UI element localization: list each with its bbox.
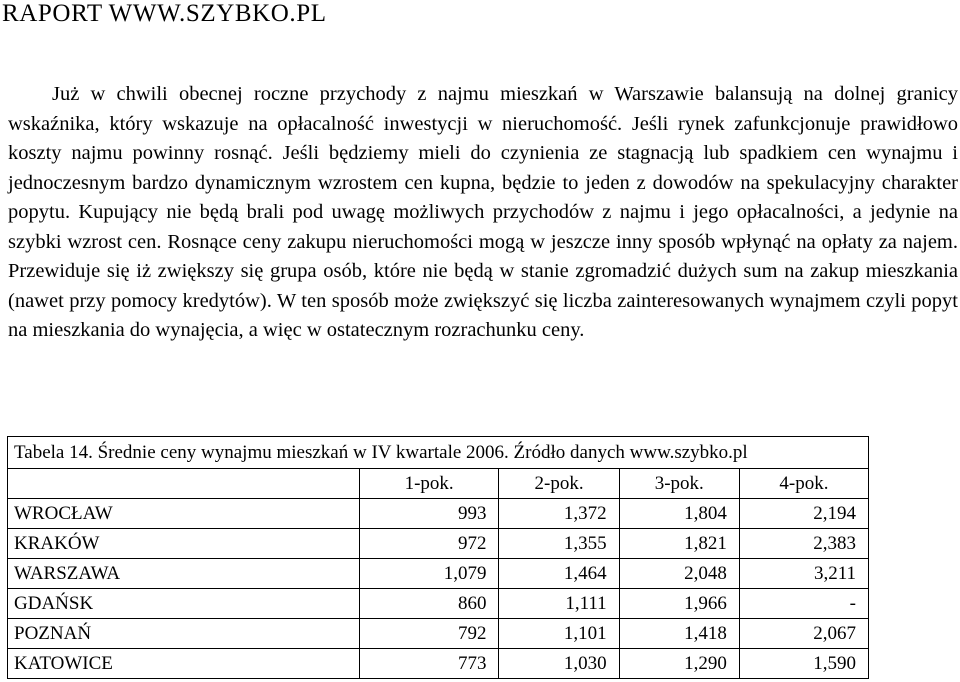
price-cell: 1,111	[499, 589, 619, 619]
table-caption: Tabela 14. Średnie ceny wynajmu mieszkań w IV kwartale 2006. Źródło danych www.szybko.pl	[8, 437, 869, 469]
table-row	[8, 499, 869, 529]
header-cell-1-room: 1-pok.	[359, 469, 499, 499]
price-cell: 3,211	[739, 559, 868, 589]
price-cell: 1,418	[619, 619, 739, 649]
price-cell: 2,048	[619, 559, 739, 589]
price-cell: 2,383	[739, 529, 868, 559]
price-cell: 1,821	[619, 529, 739, 559]
table-header-row	[8, 469, 869, 499]
price-cell: 1,079	[359, 559, 499, 589]
price-cell: 1,966	[619, 589, 739, 619]
price-cell: 993	[359, 499, 499, 529]
city-cell: WARSZAWA	[8, 559, 360, 589]
price-cell: -	[739, 589, 868, 619]
header-cell-3-room: 3-pok.	[619, 469, 739, 499]
price-cell: 1,464	[499, 559, 619, 589]
body-text	[8, 80, 958, 346]
header-cell-2-room: 2-pok.	[499, 469, 619, 499]
price-cell: 1,355	[499, 529, 619, 559]
price-cell: 792	[359, 619, 499, 649]
price-cell: 2,067	[739, 619, 868, 649]
table-row	[8, 529, 869, 559]
price-cell: 2,194	[739, 499, 868, 529]
city-cell: GDAŃSK	[8, 589, 360, 619]
city-cell: WROCŁAW	[8, 499, 360, 529]
header-cell-4-room: 4-pok.	[739, 469, 868, 499]
price-cell: 1,030	[499, 649, 619, 679]
report-header: RAPORT WWW.SZYBKO.PL	[2, 0, 327, 27]
table-row	[8, 619, 869, 649]
city-cell: POZNAŃ	[8, 619, 360, 649]
price-cell: 1,372	[499, 499, 619, 529]
price-cell: 1,101	[499, 619, 619, 649]
table-caption-row	[8, 437, 869, 469]
price-cell: 1,590	[739, 649, 868, 679]
price-cell: 1,290	[619, 649, 739, 679]
rent-prices-table	[7, 436, 869, 679]
table-row	[8, 559, 869, 589]
price-cell: 773	[359, 649, 499, 679]
main-paragraph: Już w chwili obecnej roczne przychody z najmu mieszkań w Warszawie balansują na dolnej granicy wskaźnika, który wskazuje na opłacalność inwestycji w nieruchomość. Jeśli rynek zafunkcjonuje prawidłowo koszty najmu powinny rosnąć. Jeśli będziemy mieli do czynienia ze stagnacją lub spadkiem cen wynajmu i jednoczesnym bardzo dynamicznym wzrostem cen kupna, będzie to jeden z dowodów na spekulacyjny charakter popytu. Kupujący nie będą brali pod uwagę możliwych przychodów z najmu i jego opłacalności, a jedynie na szybki wzrost cen. Rosnące ceny zakupu nieruchomości mogą w jeszcze inny sposób wpłynąć na opłaty za najem. Przewiduje się iż zwiększy się grupa osób, które nie będą w stanie zgromadzić dużych sum na zakup mieszkania (nawet przy pomocy kredytów). W ten sposób może zwiększyć się liczba zainteresowanych wynajmem czyli popyt na mieszkania do wynajęcia, a więc w ostatecznym rozrachunku ceny.	[8, 83, 958, 341]
price-cell: 860	[359, 589, 499, 619]
city-cell: KATOWICE	[8, 649, 360, 679]
price-cell: 972	[359, 529, 499, 559]
city-cell: KRAKÓW	[8, 529, 360, 559]
price-cell: 1,804	[619, 499, 739, 529]
table-row	[8, 589, 869, 619]
header-cell-empty	[8, 469, 360, 499]
table-row	[8, 649, 869, 679]
